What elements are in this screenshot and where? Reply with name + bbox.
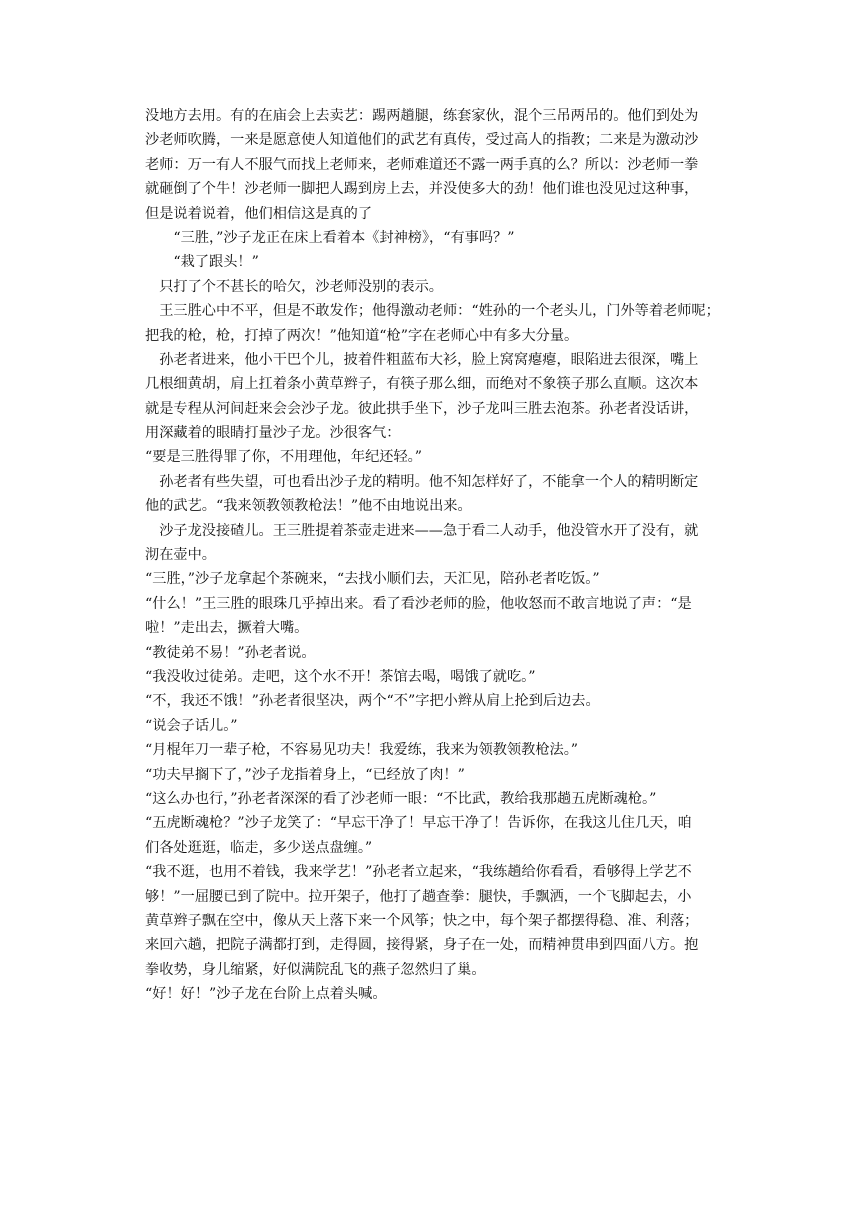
text-line: “三胜，”沙子龙拿起个茶碗来，“去找小顺们去，天汇见，陪孙老者吃饭。” (145, 571, 600, 588)
text-line: “三胜，”沙子龙正在床上看着本《封神榜》，“有事吗？” (145, 229, 515, 246)
text-line: 几根细黄胡，肩上扛着条小黄草辫子，有筷子那么细，而绝对不象筷子那么直顺。这次本 (145, 376, 699, 393)
text-line: 用深藏着的眼睛打量沙子龙。沙很客气： (145, 425, 401, 442)
text-line: “我没收过徒弟。走吧，这个水不开！茶馆去喝，喝饿了就吃。” (145, 668, 536, 685)
text-line: 沏在壶中。 (145, 547, 216, 564)
text-line: “功夫早搁下了，”沙子龙指着身上，“已经放了肉！” (145, 766, 465, 783)
text-line: 孙老者进来，他小干巴个儿，披着件粗蓝布大衫，脸上窝窝瘪瘪，眼陷进去很深，嘴上 (145, 351, 699, 368)
text-line: 孙老者有些失望，可也看出沙子龙的精明。他不知怎样好了，不能拿一个人的精明断定 (145, 473, 699, 490)
text-line: “要是三胜得罪了你，不用理他，年纪还轻。” (145, 449, 422, 466)
text-line: 但是说着说着，他们相信这是真的了 (145, 205, 373, 222)
text-line: “这么办也行，”孙老者深深的看了沙老师一眼：“不比武，教给我那趟五虎断魂枪。” (145, 790, 657, 807)
text-line: 把我的枪，枪，打掉了两次！”他知道“枪”字在老师心中有多大分量。 (145, 327, 579, 344)
text-line: “不，我还不饿！”孙老者很坚决，两个“不”字把小辫从肩上抡到后边去。 (145, 693, 600, 710)
text-line: “栽了跟头！” (145, 254, 259, 271)
text-line: “五虎断魂枪？”沙子龙笑了：“早忘干净了！早忘干净了！告诉你，在我这儿住几天，咱 (145, 815, 692, 832)
text-line: 王三胜心中不平，但是不敢发作；他得激动老师：“姓孙的一个老头儿，门外等着老师呢； (145, 303, 720, 320)
text-line: 黄草辫子飘在空中，像从天上落下来一个风筝；快之中，每个架子都摆得稳、准、利落； (145, 912, 699, 929)
text-line: “什么！”王三胜的眼珠几乎掉出来。看了看沙老师的脸，他收怒而不敢言地说了声：“是 (145, 595, 692, 612)
text-line: 老师：万一有人不服气而找上老师来，老师难道还不露一两手真的么？所以：沙老师一拳 (145, 156, 699, 173)
text-line: 来回六趟，把院子满都打到，走得圆，接得紧，身子在一处，而精神贯串到四面八方。抱 (145, 937, 699, 954)
text-line: “教徒弟不易！”孙老者说。 (145, 644, 316, 661)
text-line: 他的武艺。“我来领教领教枪法！”他不由地说出来。 (145, 498, 472, 515)
text-line: “我不逛，也用不着钱，我来学艺！”孙老者立起来，“我练趟给你看看，看够得上学艺不 (145, 864, 692, 881)
text-line: “月棍年刀一辈子枪，不容易见功夫！我爱练，我来为领教领教枪法。” (145, 742, 579, 759)
document-body-text (145, 104, 723, 1006)
text-line: 就砸倒了个牛！沙老师一脚把人踢到房上去，并没使多大的劲！他们谁也没见过这种事， (145, 181, 699, 198)
text-line: 啦！”走出去，撅着大嘴。 (145, 620, 309, 637)
text-line: “好！好！”沙子龙在台阶上点着头喊。 (145, 986, 387, 1003)
text-line: 就是专程从河间赶来会会沙子龙。彼此拱手坐下，沙子龙叫三胜去泡茶。孙老者没话讲， (145, 400, 699, 417)
text-line: 拳收势，身儿缩紧，好似满院乱飞的燕子忽然归了巢。 (145, 961, 486, 978)
text-line: 够！”一屈腰已到了院中。拉开架子，他打了趟查拳：腿快，手飘洒，一个飞脚起去，小 (145, 888, 692, 905)
text-line: 沙子龙没接碴儿。王三胜提着茶壶走进来——急于看二人动手，他没管水开了没有，就 (145, 522, 699, 539)
text-line: 没地方去用。有的在庙会上去卖艺：踢两趟腿，练套家伙，混个三吊两吊的。他们到处为 (145, 108, 699, 124)
text-line: 只打了个不甚长的哈欠，沙老师没别的表示。 (145, 278, 443, 295)
text-line: 沙老师吹腾，一来是愿意使人知道他们的武艺有真传，受过高人的指教；二来是为激动沙 (145, 132, 699, 149)
text-line: 们各处逛逛，临走，多少送点盘缠。” (145, 839, 373, 856)
text-line: “说会子话儿。” (145, 717, 238, 734)
